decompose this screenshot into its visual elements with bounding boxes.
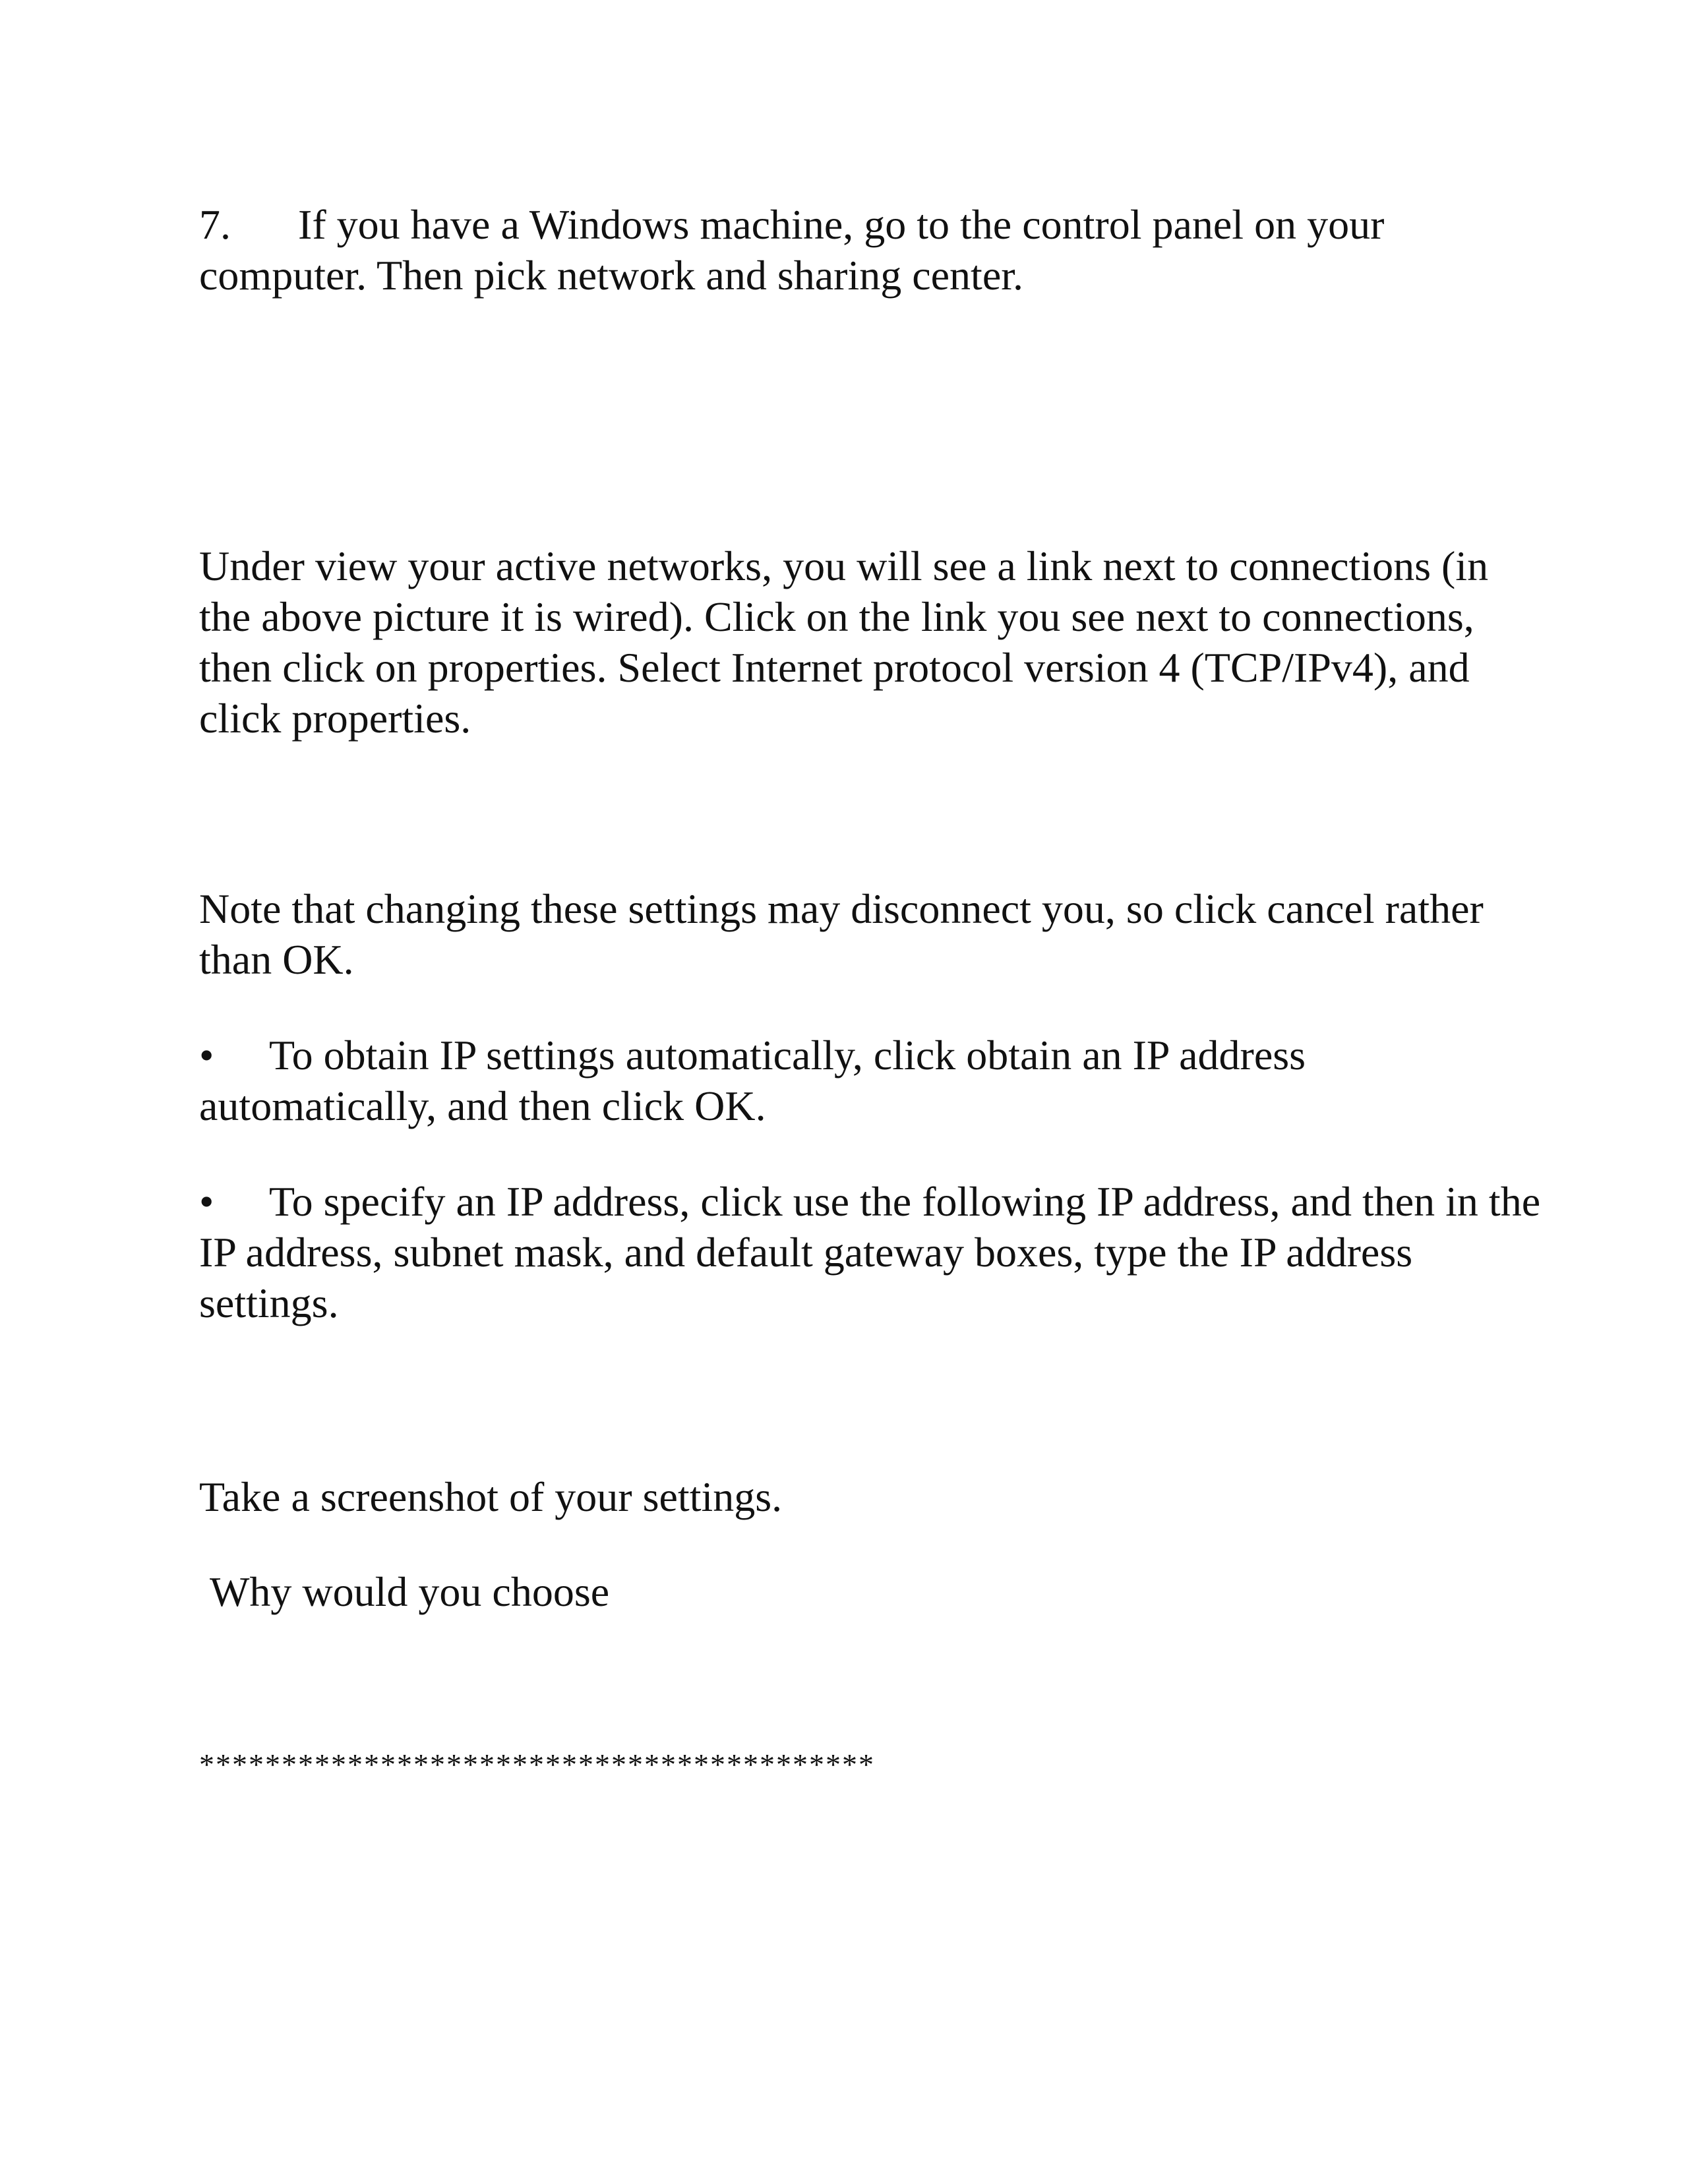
note-paragraph: Note that changing these settings may disconnect you, so click cancel rather than OK. (199, 885, 1484, 983)
step-text: If you have a Windows machine, go to the control panel on your computer. Then pick network and sharing center. (199, 201, 1385, 299)
networks-paragraph: Under view your active networks, you will see a link next to connections (in the above picture it is wired). Click on the link you see next to connections, then click on properties. Select Internet protocol version 4 (TCP/IPv4), and click properties. (199, 543, 1489, 742)
question-paragraph: Why would you choose (210, 1568, 610, 1615)
bullet-item (199, 1030, 1544, 1131)
bullet-item (199, 1176, 1544, 1328)
screenshot-paragraph: Take a screenshot of your settings. (199, 1473, 783, 1520)
bullet-marker: • (199, 1032, 214, 1078)
bullet-marker: • (199, 1178, 214, 1225)
bullet-text: To specify an IP address, click use the following IP address, and then in the IP address, subnet mask, and default gateway boxes, type the IP address settings. (199, 1178, 1541, 1326)
separator-line: ***************************************** (199, 1748, 875, 1781)
step-number: 7. (199, 201, 231, 248)
step-7-paragraph (199, 199, 1544, 301)
bullet-text: To obtain IP settings automatically, click obtain an IP address automatically, and then click OK. (199, 1032, 1306, 1129)
